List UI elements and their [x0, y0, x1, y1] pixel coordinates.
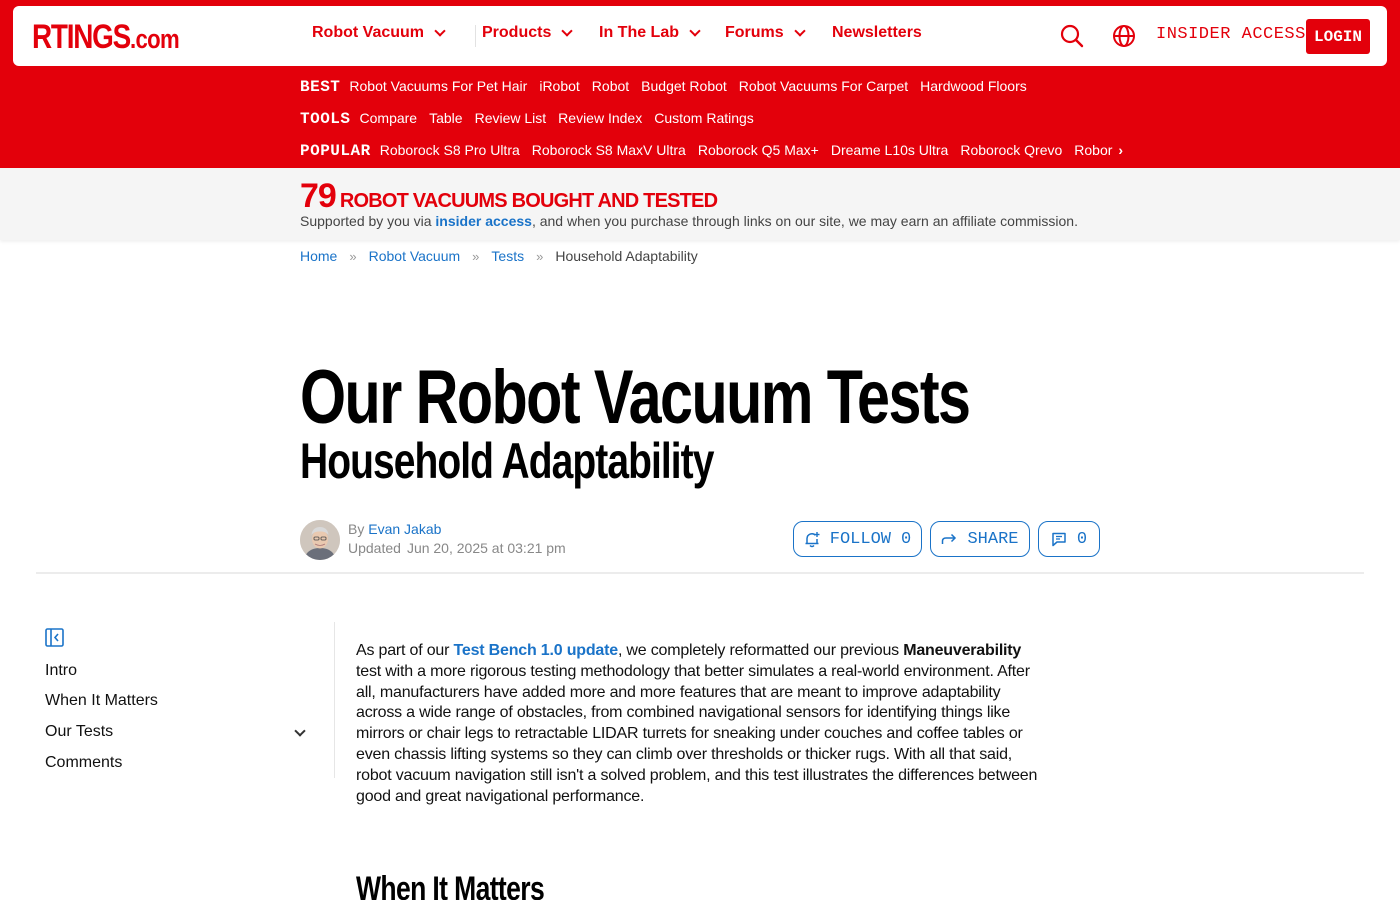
- subnav-link[interactable]: iRobot: [539, 78, 580, 94]
- login-button[interactable]: LOGIN: [1306, 19, 1370, 54]
- chevron-down-icon: [562, 25, 573, 36]
- tested-count-text: ROBOT VACUUMS BOUGHT AND TESTED: [339, 190, 718, 212]
- by-label: By: [348, 521, 365, 537]
- subnav-link[interactable]: Dreame L10s Ultra: [830, 142, 949, 158]
- subnav-best: [300, 78, 1039, 100]
- comments-button[interactable]: [1038, 521, 1100, 557]
- toc-item-when-it-matters[interactable]: When It Matters: [45, 692, 158, 709]
- tested-count: [300, 177, 717, 216]
- site-header: [0, 0, 1400, 168]
- toc-item-comments[interactable]: Comments: [45, 754, 123, 771]
- subnav-link[interactable]: Custom Ratings: [654, 110, 754, 126]
- share-label: SHARE: [967, 529, 1019, 549]
- page-title: Our Robot Vacuum Tests: [300, 355, 970, 440]
- section-divider: [36, 572, 1364, 574]
- tested-count-number: 79: [300, 177, 336, 215]
- author-name-link[interactable]: Evan Jakab: [368, 521, 442, 537]
- author-byline: [348, 521, 441, 537]
- comment-icon: [1051, 532, 1067, 547]
- nav-robot-vacuum-label: Robot Vacuum: [312, 24, 425, 41]
- follow-count: 0: [901, 529, 912, 549]
- nav-forums[interactable]: [725, 24, 804, 42]
- breadcrumb-separator: »: [536, 248, 544, 264]
- subnav-tools: [300, 110, 766, 132]
- breadcrumb-home[interactable]: Home: [300, 248, 338, 264]
- affiliate-text: Supported by you via: [300, 213, 436, 229]
- nav-products[interactable]: [482, 24, 571, 42]
- breadcrumb: [300, 248, 698, 264]
- subnav-link[interactable]: Roborock Q5 Max+: [697, 142, 819, 158]
- article-text: , we completely reformatted our previous: [617, 642, 904, 659]
- comments-count: 0: [1076, 529, 1088, 549]
- search-icon[interactable]: [1059, 23, 1085, 49]
- subnav-popular-heading: POPULAR: [300, 142, 371, 160]
- subnav-link[interactable]: Budget Robot: [641, 78, 727, 94]
- author-avatar-image: [300, 520, 340, 560]
- nav-products-label: Products: [482, 24, 552, 41]
- subnav-link[interactable]: Table: [429, 110, 463, 126]
- subnav-link[interactable]: Roborock S8 Pro Ultra: [379, 142, 520, 158]
- nav-separator: [475, 25, 476, 47]
- subnav-link[interactable]: Review Index: [558, 110, 643, 126]
- subnav-popular: [300, 142, 1123, 164]
- nav-in-the-lab[interactable]: [599, 24, 699, 42]
- subnav-link[interactable]: Roborock Qrevo: [960, 142, 1063, 158]
- nav-newsletters[interactable]: [832, 24, 922, 42]
- subnav-link[interactable]: Robor: [1074, 142, 1113, 158]
- site-logo[interactable]: RTINGS.com: [32, 18, 180, 56]
- follow-button[interactable]: [793, 521, 922, 557]
- globe-icon[interactable]: [1111, 23, 1137, 49]
- nav-in-the-lab-label: In The Lab: [599, 24, 679, 41]
- sidebar-collapse-icon[interactable]: [45, 628, 64, 647]
- nav-newsletters-label: Newsletters: [832, 24, 922, 41]
- article-text: test with a more rigorous testing methodology that better simulates a real-world environment. After all, manufacturers have added more and more features that are meant to improve adaptability across a wide range of obstacles, from combined navigational sensors for identifying things like mirrors or chair legs to retractable LIDAR turrets for sneaking under couches and coffee tables or even chassis lifting systems so they can climb over thresholds or thicker rugs. With all that said, robot vacuum navigation still isn't a solved problem, and this test illustrates the differences between good and great navigational performance.: [356, 662, 1038, 805]
- top-navbar: [13, 6, 1387, 66]
- updated-label: Updated: [348, 540, 401, 556]
- subnav-link[interactable]: Robot Vacuums For Pet Hair: [349, 78, 528, 94]
- breadcrumb-separator: »: [472, 248, 480, 264]
- chevron-down-icon[interactable]: [294, 725, 305, 736]
- author-avatar[interactable]: [300, 520, 340, 560]
- subnav-link[interactable]: Robot: [591, 78, 630, 94]
- nav-robot-vacuum[interactable]: [312, 24, 444, 42]
- breadcrumb-current: Household Adaptability: [555, 248, 698, 264]
- share-arrow-icon: [941, 532, 957, 546]
- share-button[interactable]: [930, 521, 1030, 557]
- breadcrumb-robot-vacuum[interactable]: Robot Vacuum: [368, 248, 461, 264]
- subnav-link[interactable]: Robot Vacuums For Carpet: [738, 78, 909, 94]
- breadcrumb-separator: »: [349, 248, 357, 264]
- chevron-right-icon[interactable]: ›: [1118, 142, 1124, 158]
- updated-date: Jun 20, 2025 at 03:21 pm: [406, 540, 566, 556]
- insider-access-inline-link[interactable]: insider access: [435, 213, 532, 229]
- updated-timestamp: [348, 540, 566, 556]
- toc-divider: [334, 622, 335, 778]
- nav-forums-label: Forums: [725, 24, 784, 41]
- toc-item-intro[interactable]: Intro: [45, 662, 78, 679]
- subnav-best-heading: BEST: [300, 78, 341, 96]
- subnav-link[interactable]: Review List: [474, 110, 547, 126]
- article-intro-paragraph: [356, 641, 1050, 807]
- follow-label: FOLLOW: [829, 529, 891, 549]
- subnav-link[interactable]: Compare: [359, 110, 418, 126]
- toc-item-our-tests[interactable]: Our Tests: [45, 723, 114, 740]
- chevron-down-icon: [434, 25, 445, 36]
- chevron-down-icon: [794, 25, 805, 36]
- page-subtitle: Household Adaptability: [300, 433, 714, 489]
- affiliate-notice: [300, 213, 1078, 229]
- subnav-tools-heading: TOOLS: [300, 110, 351, 128]
- subnav-link[interactable]: Hardwood Floors: [920, 78, 1027, 94]
- test-bench-link[interactable]: Test Bench 1.0 update: [453, 642, 618, 659]
- article-bold-term: Maneuverability: [903, 642, 1022, 659]
- article-text: As part of our: [356, 642, 454, 659]
- bell-plus-icon: [804, 531, 820, 548]
- chevron-down-icon: [689, 25, 700, 36]
- breadcrumb-tests[interactable]: Tests: [491, 248, 525, 264]
- insider-access-link[interactable]: INSIDER ACCESS: [1156, 25, 1306, 44]
- section-heading-when-it-matters: When It Matters: [356, 870, 545, 900]
- affiliate-text: , and when you purchase through links on our site, we may earn an affiliate commission.: [531, 213, 1078, 229]
- tested-count-bar: [0, 168, 1400, 240]
- subnav-link[interactable]: Roborock S8 MaxV Ultra: [531, 142, 686, 158]
